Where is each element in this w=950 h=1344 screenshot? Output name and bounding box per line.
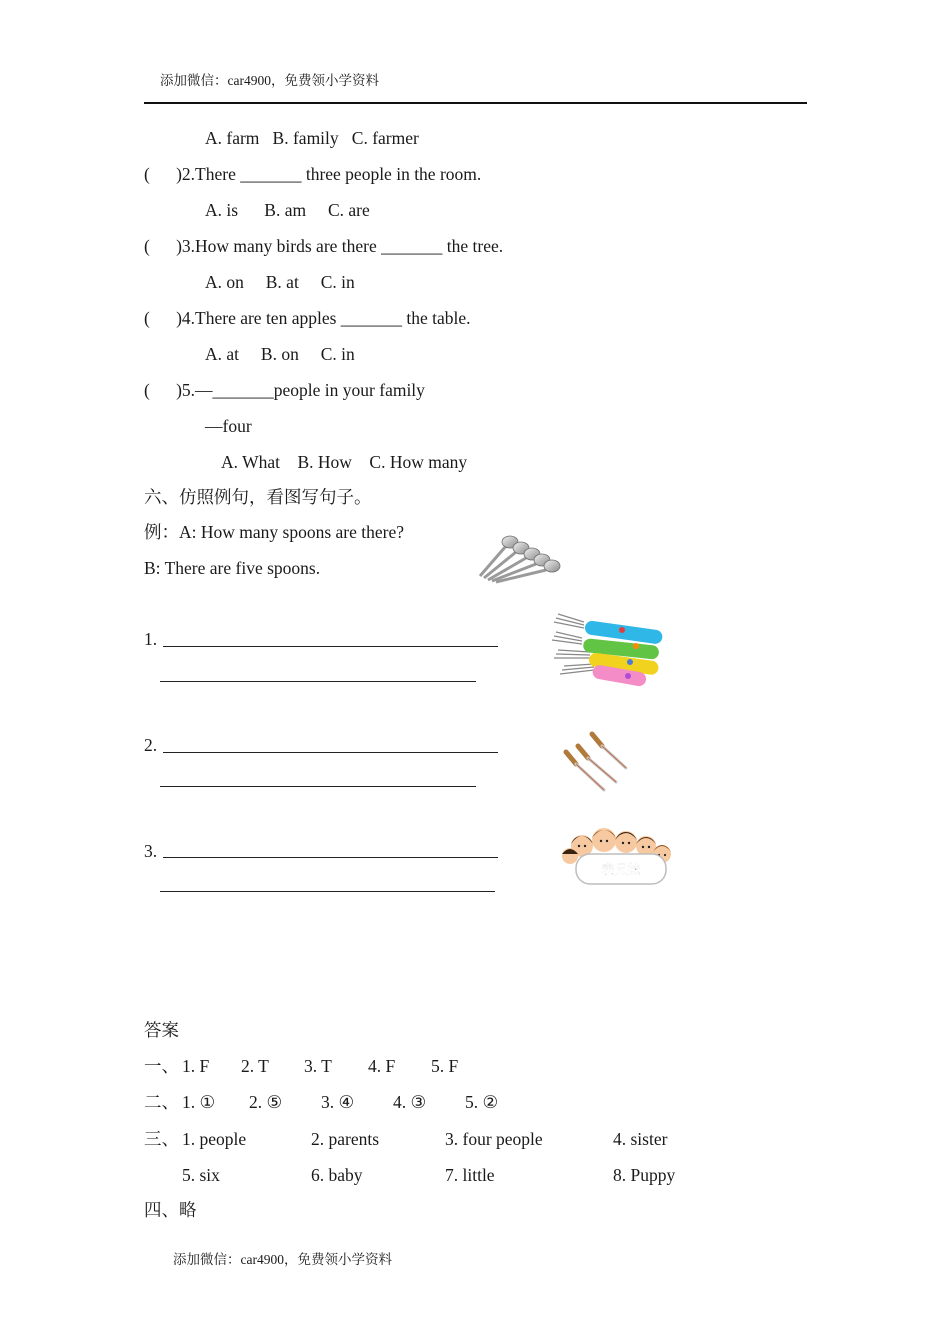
q4-options: A. at B. on C. in <box>205 344 355 364</box>
answer-4-1: 5. six <box>182 1165 220 1185</box>
answer-3-1: 1. people <box>182 1129 247 1149</box>
answer-2-5: 5. ② <box>465 1092 499 1112</box>
item2-answer-line-2[interactable] <box>160 786 476 787</box>
q2-prompt: ( )2.There _______ three people in the room. <box>144 164 482 184</box>
knives-image <box>560 728 632 794</box>
answer-3-3: 3. four people <box>445 1129 543 1149</box>
example-answer: B: There are five spoons. <box>144 558 321 578</box>
item1-answer-line-2[interactable] <box>160 681 476 682</box>
item1-answer-line-1[interactable] <box>163 646 498 647</box>
answer-2-4: 4. ③ <box>393 1092 427 1112</box>
answer-4-2: 6. baby <box>311 1165 363 1185</box>
item3-answer-line-1[interactable] <box>163 857 498 858</box>
answer-1-3: 3. T <box>304 1056 332 1076</box>
answer-4-3: 7. little <box>445 1165 495 1185</box>
answer-2-3: 3. ④ <box>321 1092 355 1112</box>
answer-1-5: 5. F <box>431 1056 459 1076</box>
answer-1-2: 2. T <box>241 1056 269 1076</box>
page-footer: 添加微信：car4900，免费领小学资料 <box>173 1252 392 1267</box>
q3-options: A. on B. at C. in <box>205 272 355 292</box>
q5-options: A. What B. How C. How many <box>221 452 468 472</box>
item2-answer-line-1[interactable] <box>163 752 498 753</box>
answer-1-1: 1. F <box>182 1056 210 1076</box>
header-rule <box>144 102 807 104</box>
page-header: 添加微信：car4900，免费领小学资料 <box>160 73 379 88</box>
answer-4-4: 8. Puppy <box>613 1165 676 1185</box>
q3-prompt: ( )3.How many birds are there _______ the tree. <box>144 236 504 256</box>
item2-number: 2. <box>144 735 158 755</box>
answers-row2-label: 二、 <box>144 1092 179 1112</box>
answers-title: 答案 <box>144 1020 179 1040</box>
answers-row3-label: 三、 <box>144 1129 179 1149</box>
spoons-image <box>476 532 566 584</box>
example-question: 例：A: How many spoons are there? <box>144 522 405 542</box>
q2-options: A. is B. am C. are <box>205 200 370 220</box>
answer-1-4: 4. F <box>368 1056 396 1076</box>
cousins-image <box>560 824 676 888</box>
answer-3-2: 2. parents <box>311 1129 380 1149</box>
q5-prompt: ( )5.—_______people in your family <box>144 380 425 400</box>
q4-prompt: ( )4.There are ten apples _______ the table. <box>144 308 471 328</box>
section6-title: 六、仿照例句，看图写句子。 <box>144 487 372 507</box>
item1-number: 1. <box>144 629 158 649</box>
answer-2-1: 1. ① <box>182 1092 216 1112</box>
q5-reply: —four <box>205 416 252 436</box>
item3-answer-line-2[interactable] <box>160 891 495 892</box>
item3-number: 3. <box>144 841 158 861</box>
forks-image <box>550 600 670 688</box>
answers-row5: 四、略 <box>144 1200 197 1220</box>
q1-options: A. farm B. family C. farmer <box>205 128 419 148</box>
cousins-label: 表兄妹 <box>601 863 641 878</box>
answer-2-2: 2. ⑤ <box>249 1092 283 1112</box>
answer-3-4: 4. sister <box>613 1129 668 1149</box>
answers-row1-label: 一、 <box>144 1056 179 1076</box>
